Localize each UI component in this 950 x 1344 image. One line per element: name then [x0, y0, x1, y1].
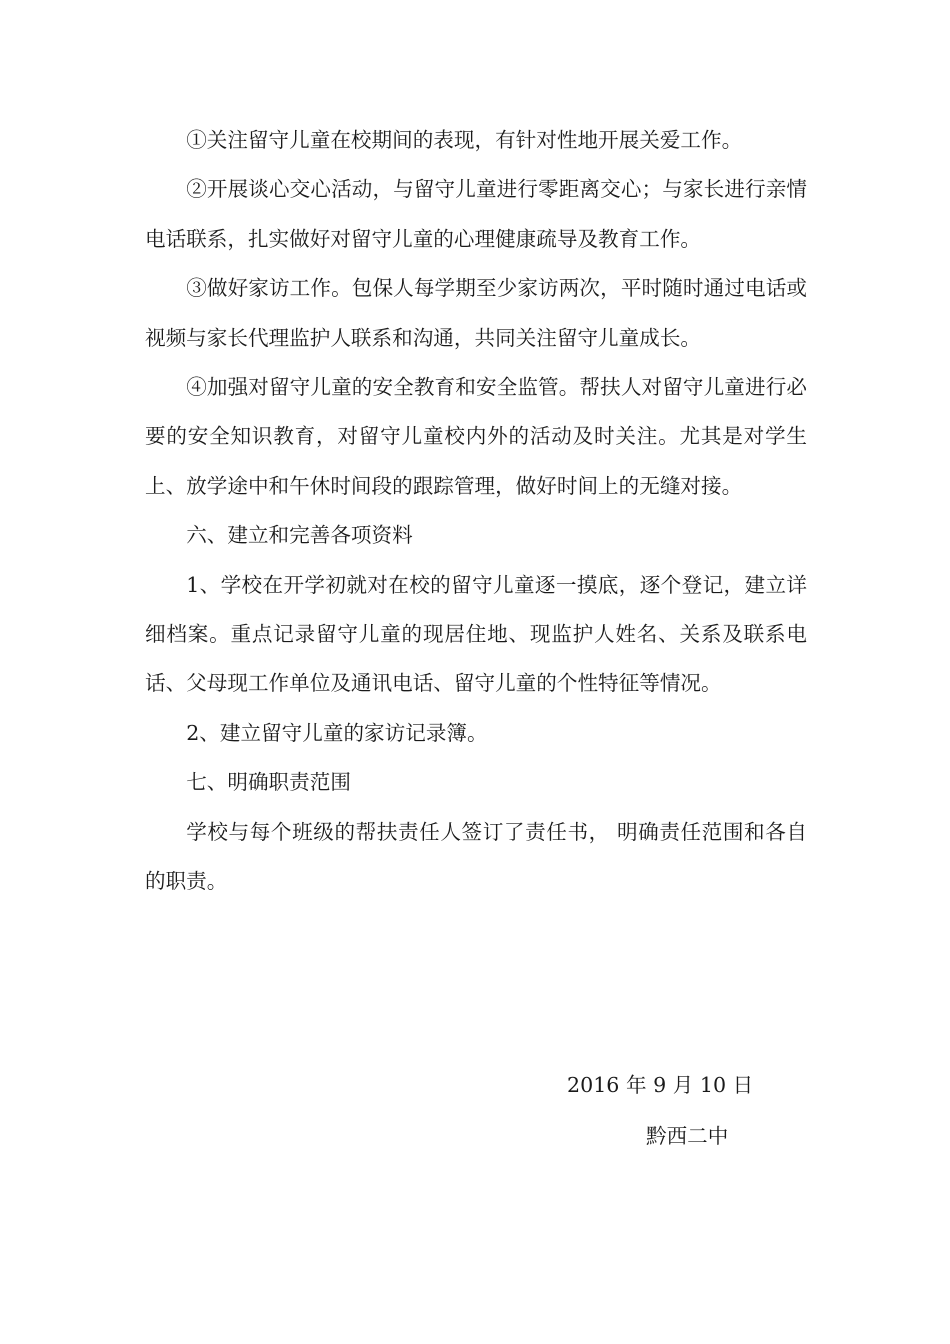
document-body: [145, 116, 807, 907]
paragraph-records-2: 2、建立留守儿童的家访记录簿。: [186, 720, 488, 745]
paragraph-responsibility: 学校与每个班级的帮扶责任人签订了责任书， 明确责任范围和各自的职责。: [145, 819, 807, 894]
section-heading-7: 七、明确职责范围: [186, 770, 351, 795]
signature-organization: 黔西二中: [646, 1124, 729, 1148]
section-heading-6: 六、建立和完善各项资料: [186, 523, 413, 548]
signature-date: 2016 年 9 月 10 日: [567, 1073, 754, 1097]
paragraph-records-1: 1、学校在开学初就对在校的留守儿童逐一摸底，逐个登记，建立详细档案。重点记录留守儿童的现居住地、现监护人姓名、关系及联系电话、父母现工作单位及通讯电话、留守儿童的个性特征等情况。: [145, 572, 807, 696]
paragraph-item-4: ④加强对留守儿童的安全教育和安全监管。帮扶人对留守儿童进行必要的安全知识教育，对留守儿童校内外的活动及时关注。尤其是对学生上、放学途中和午休时间段的跟踪管理，做好时间上的无缝对接。: [145, 375, 807, 498]
paragraph-item-3: ③做好家访工作。包保人每学期至少家访两次，平时随时通过电话或视频与家长代理监护人联系和沟通，共同关注留守儿童成长。: [145, 276, 807, 350]
paragraph-item-1: ①关注留守儿童在校期间的表现，有针对性地开展关爱工作。: [186, 128, 743, 152]
paragraph-item-2: ②开展谈心交心活动，与留守儿童进行零距离交心；与家长进行亲情电话联系，扎实做好对留守儿童的心理健康疏导及教育工作。: [145, 177, 807, 251]
